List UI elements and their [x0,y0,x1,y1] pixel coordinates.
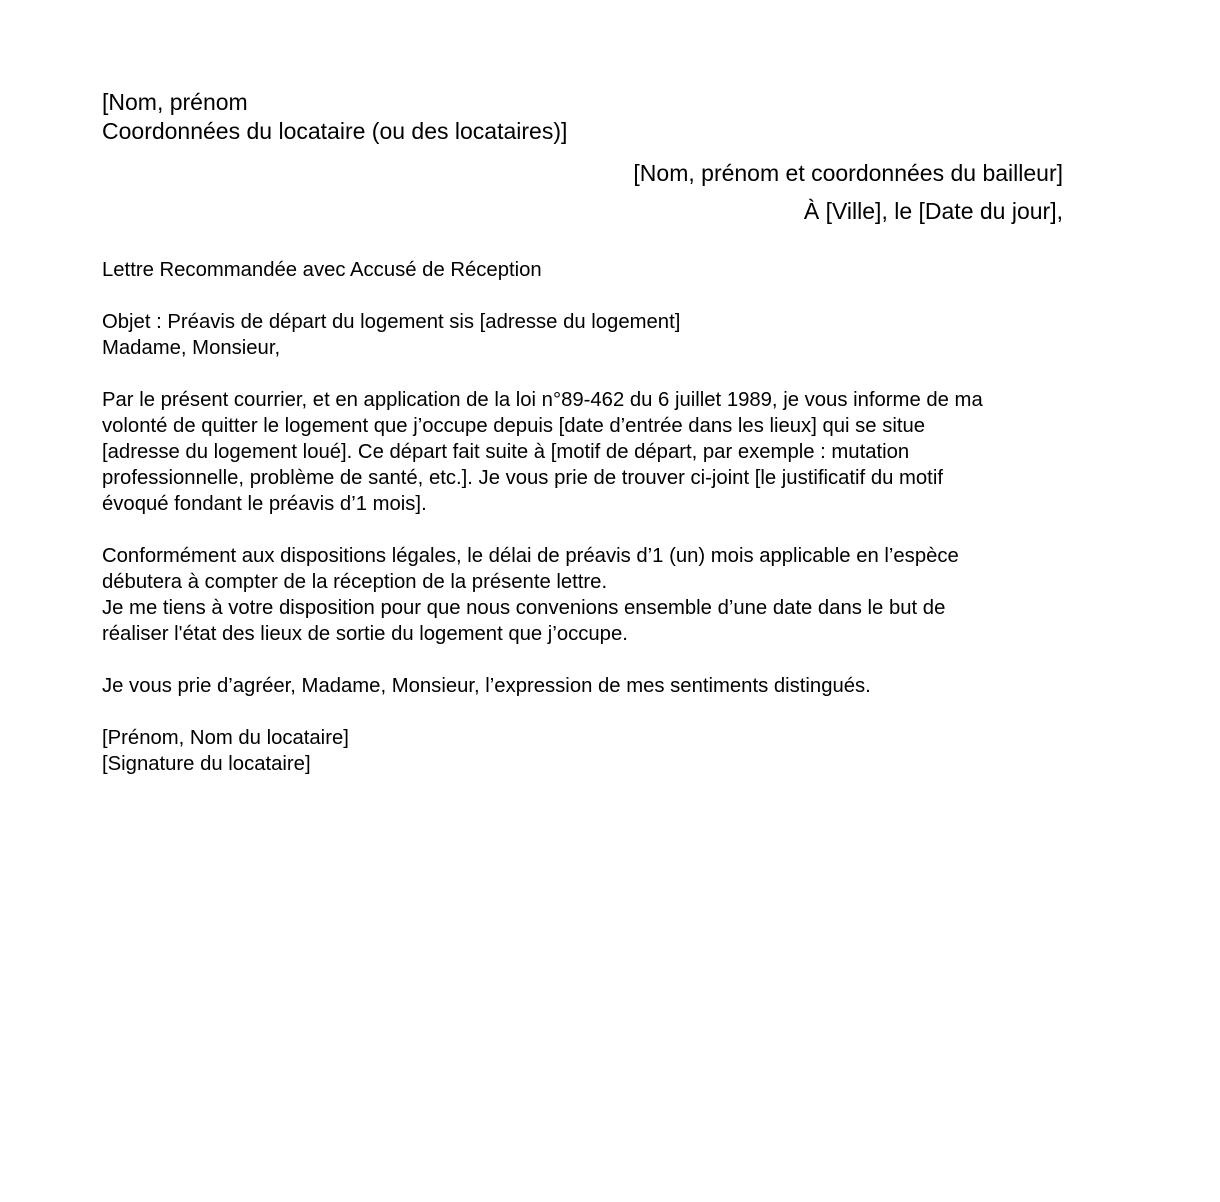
place-date: À [Ville], le [Date du jour], [803,198,1063,224]
paragraph-line: débutera à compter de la réception de la présente lettre. [102,571,608,593]
paragraph-line: réaliser l'état des lieux de sortie du logement que j’occupe. [102,623,628,645]
letter-subject: Objet : Préavis de départ du logement sis [adresse du logement] [102,311,681,333]
paragraph-line: Je me tiens à votre disposition pour que nous convenions ensemble d’une date dans le but de [102,597,946,619]
paragraph-line: Par le présent courrier, et en application de la loi n°89-462 du 6 juillet 1989, je vous informe de ma [102,389,983,411]
mailing-mode: Lettre Recommandée avec Accusé de Réception [102,259,542,281]
paragraph-line: évoqué fondant le préavis d’1 mois]. [102,493,427,515]
recipient-block [633,154,1063,230]
signature: [Signature du locataire] [102,753,311,775]
sender-contact: Coordonnées du locataire (ou des locataires)] [102,118,568,144]
closing-formula: Je vous prie d’agréer, Madame, Monsieur, l’expression de mes sentiments distingués. [102,675,871,697]
salutation: Madame, Monsieur, [102,337,281,359]
sender-name: [Nom, prénom [102,89,248,115]
paragraph-line: Conformément aux dispositions légales, le délai de préavis d’1 (un) mois applicable en l’espèce [102,545,959,567]
paragraph-line: [adresse du logement loué]. Ce départ fait suite à [motif de départ, par exemple : mutation [102,441,910,463]
paragraph-notice [102,387,1077,517]
letter-body [102,257,1077,777]
paragraph-line: volonté de quitter le logement que j’occupe depuis [date d’entrée dans les lieux] qui se situe [102,415,926,437]
paragraph-line: professionnelle, problème de santé, etc.]. Je vous prie de trouver ci-joint [le justificatif du motif [102,467,943,489]
signature-name: [Prénom, Nom du locataire] [102,727,349,749]
paragraph-legal [102,543,1077,647]
recipient-name: [Nom, prénom et coordonnées du bailleur] [633,160,1063,186]
sender-block [102,88,567,146]
